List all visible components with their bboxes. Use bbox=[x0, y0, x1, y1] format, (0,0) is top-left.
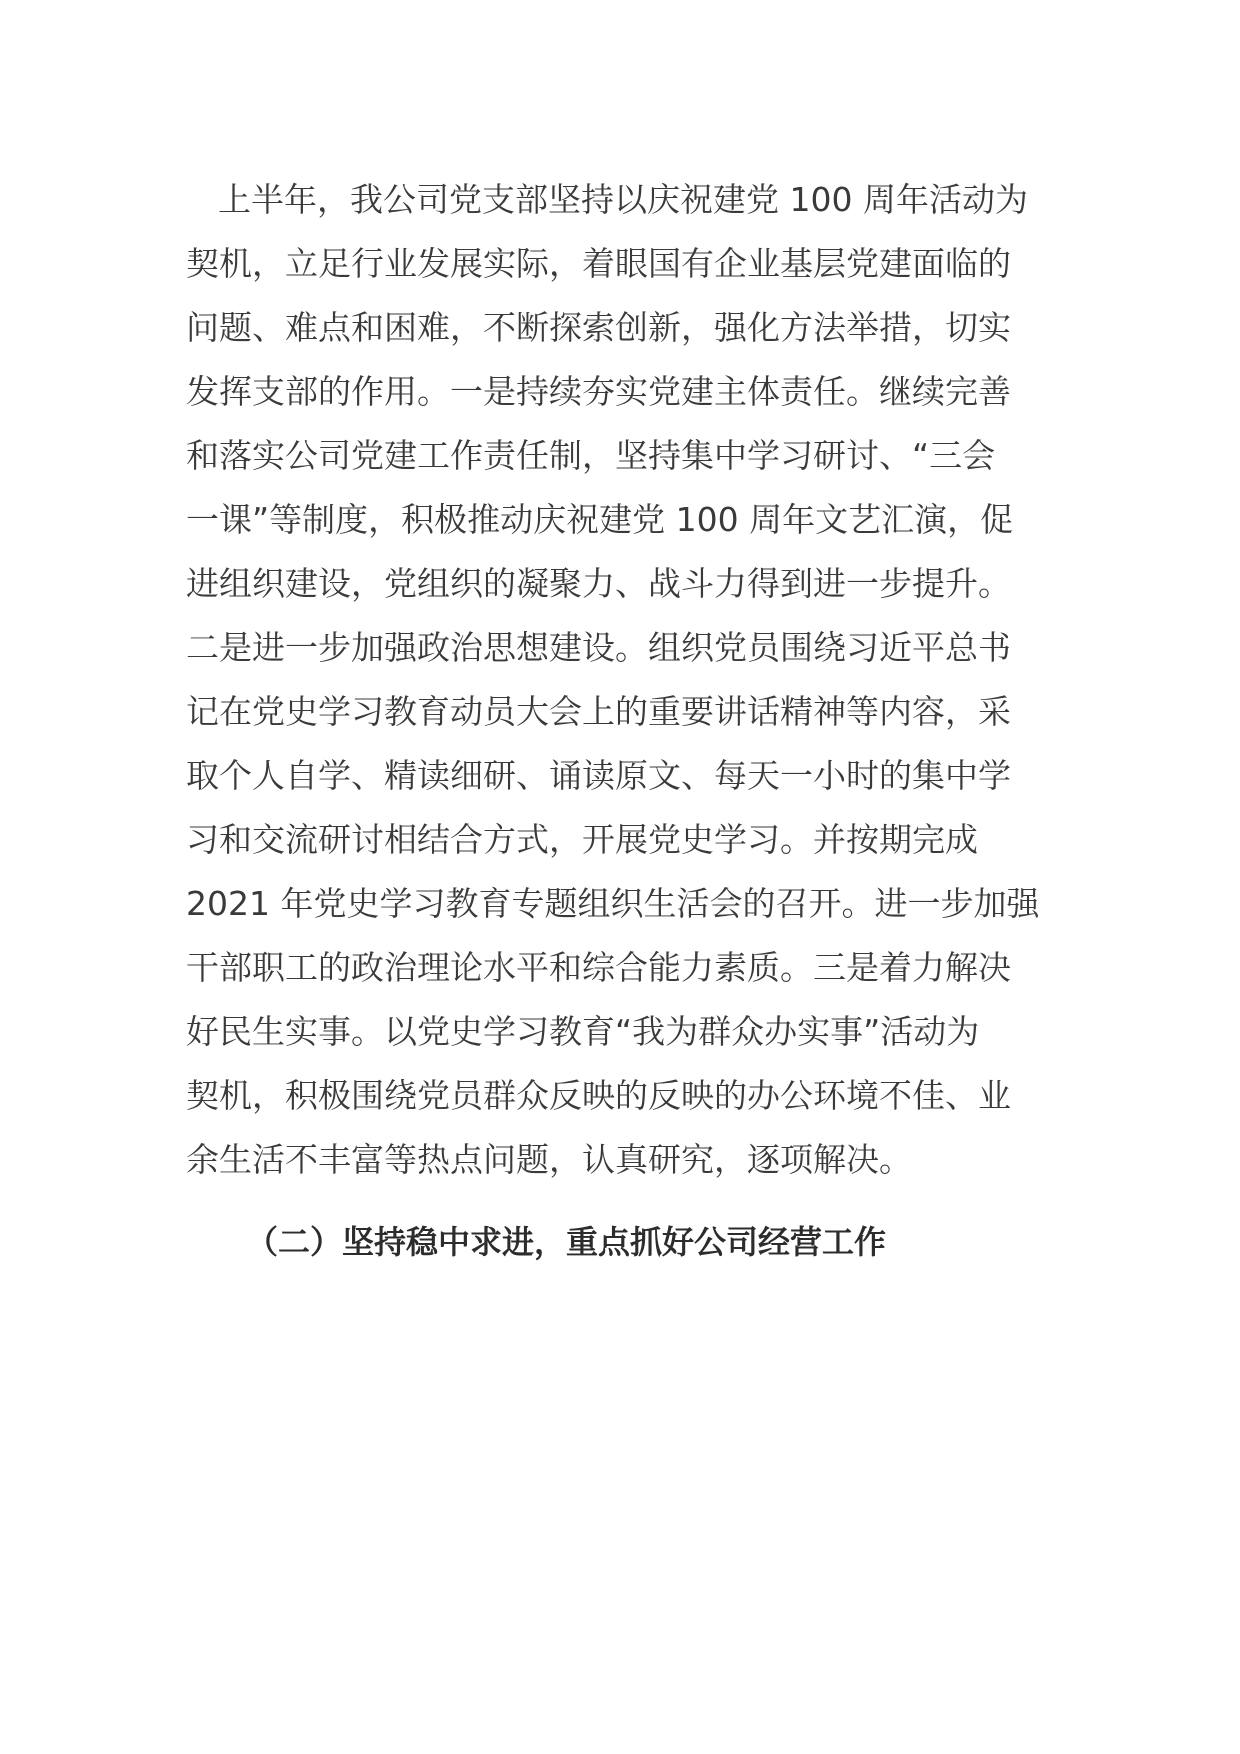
paragraph-line: 一课”等制度，积极推动庆祝建党 100 周年文艺汇演，促 bbox=[186, 500, 1014, 539]
body-paragraph bbox=[186, 168, 1052, 1192]
paragraph-line: 契机，积极围绕党员群众反映的反映的办公环境不佳、业 bbox=[186, 1076, 1011, 1115]
paragraph-line: 进组织建设，党组织的凝聚力、战斗力得到进一步提升。 bbox=[186, 564, 1011, 603]
paragraph-line: 2021 年党史学习教育专题组织生活会的召开。进一步加强 bbox=[186, 884, 1040, 923]
paragraph-line: 二是进一步加强政治思想建设。组织党员围绕习近平总书 bbox=[186, 628, 1011, 667]
paragraph-line: 记在党史学习教育动员大会上的重要讲话精神等内容，采 bbox=[186, 692, 1011, 731]
paragraph-line: 习和交流研讨相结合方式，开展党史学习。并按期完成 bbox=[186, 820, 978, 859]
paragraph-line: 问题、难点和困难，不断探索创新，强化方法举措，切实 bbox=[186, 308, 1011, 347]
paragraph-line: 好民生实事。以党史学习教育“我为群众办实事”活动为 bbox=[186, 1012, 980, 1051]
section-heading: （二）坚持稳中求进，重点抓好公司经营工作 bbox=[246, 1223, 887, 1261]
paragraph-line: 干部职工的政治理论水平和综合能力素质。三是着力解决 bbox=[186, 948, 1011, 987]
paragraph-line: 契机，立足行业发展实际，着眼国有企业基层党建面临的 bbox=[186, 244, 1011, 283]
paragraph-line: 余生活不丰富等热点问题，认真研究，逐项解决。 bbox=[186, 1140, 912, 1179]
paragraph-line: 发挥支部的作用。一是持续夯实党建主体责任。继续完善 bbox=[186, 372, 1011, 411]
paragraph-line: 取个人自学、精读细研、诵读原文、每天一小时的集中学 bbox=[186, 756, 1011, 795]
paragraph-line: 和落实公司党建工作责任制，坚持集中学习研讨、“三会 bbox=[186, 436, 996, 475]
paragraph-line: 上半年，我公司党支部坚持以庆祝建党 100 周年活动为 bbox=[218, 180, 1028, 219]
